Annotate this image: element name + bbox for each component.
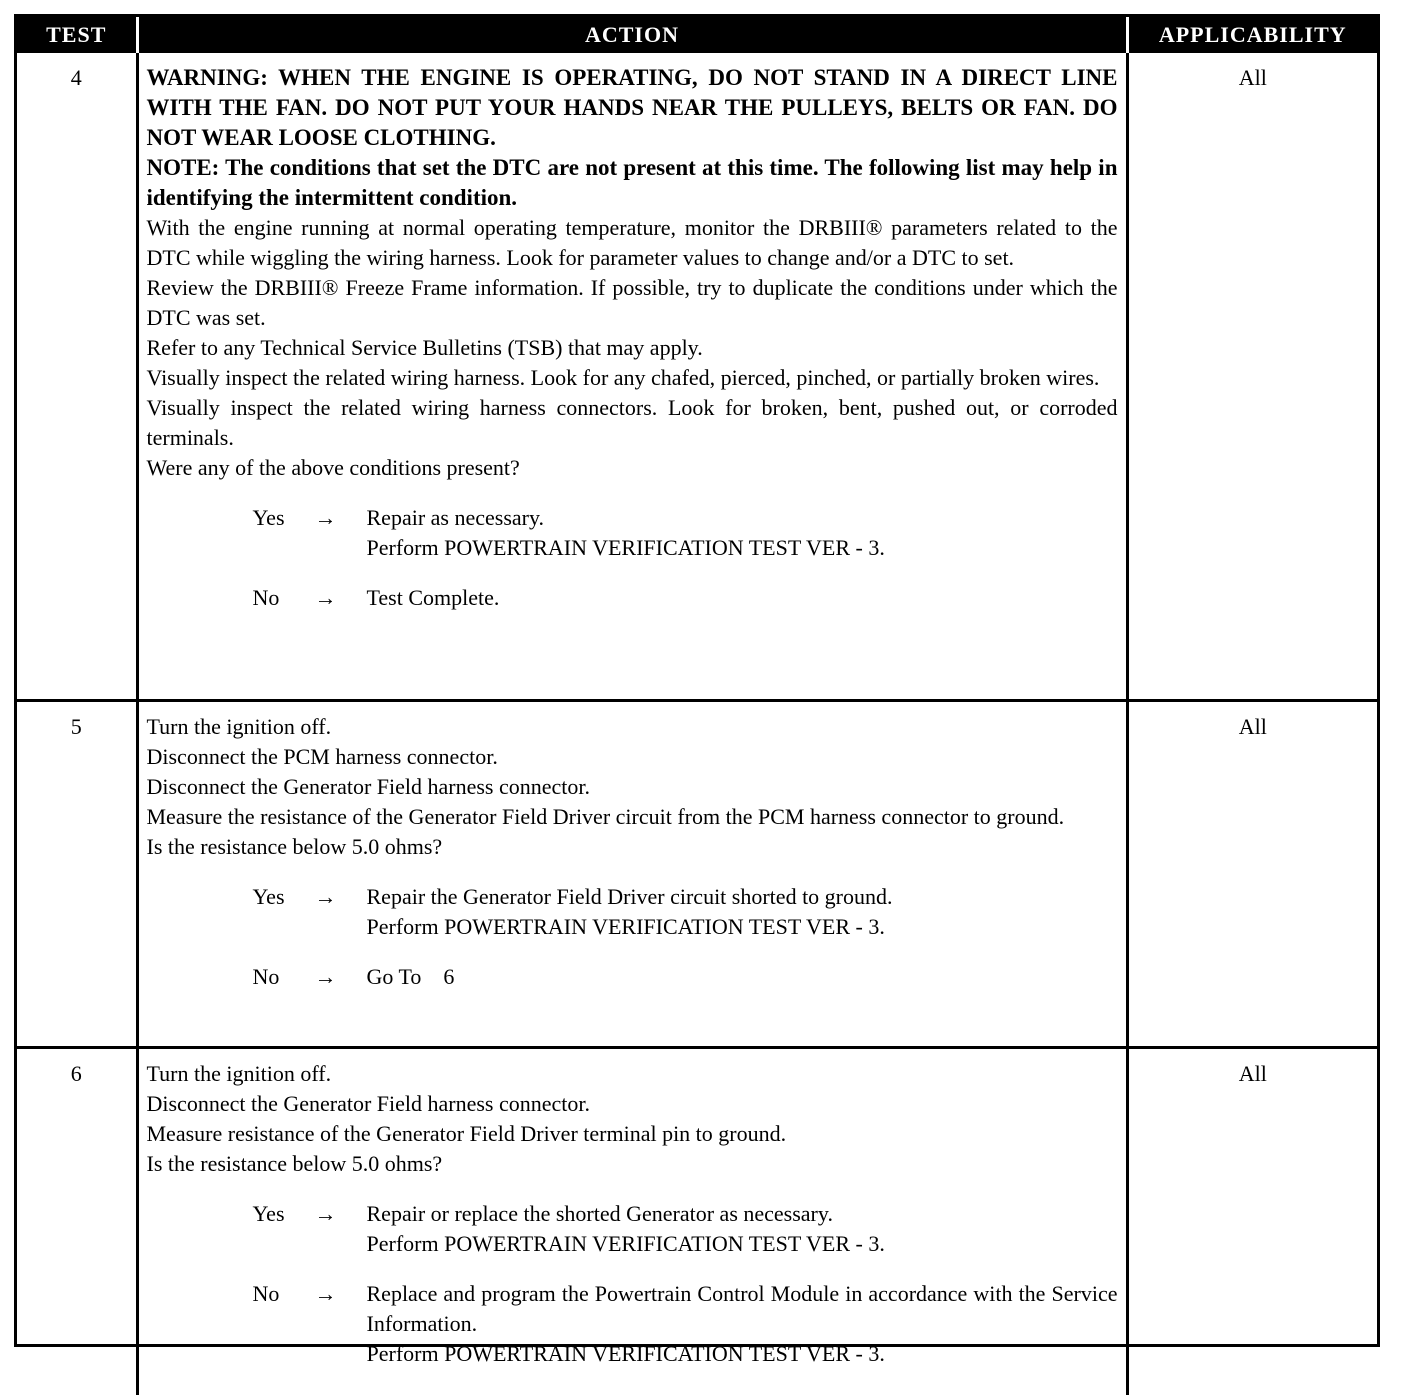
action-line: With the engine running at normal operating temperature, monitor the DRBIII® parameters related to the DTC while wiggling the wiring harness. Look for parameter values to change and/or a DTC to set. (147, 213, 1118, 273)
arrow-icon: → (315, 503, 367, 563)
outcome-no (253, 962, 1118, 992)
yes-label: Yes (253, 1199, 315, 1259)
applicability: All (1127, 53, 1377, 701)
action-line: Disconnect the Generator Field harness connector. (147, 772, 1118, 802)
outcomes (147, 1199, 1118, 1369)
header-action: ACTION (137, 17, 1127, 53)
action-line: Turn the ignition off. (147, 1059, 1118, 1089)
arrow-icon: → (315, 882, 367, 942)
yes-outcome-text (367, 1199, 1118, 1259)
action-cell (137, 53, 1127, 701)
yes-text: Repair or replace the shorted Generator as necessary. (367, 1199, 1118, 1229)
no-outcome-text (367, 962, 1118, 992)
no-outcome-text (367, 583, 1118, 613)
test-number: 4 (17, 53, 137, 701)
action-line: Measure resistance of the Generator Field Driver terminal pin to ground. (147, 1119, 1118, 1149)
action-line: Review the DRBIII® Freeze Frame information. If possible, try to duplicate the conditions under which the DTC was set. (147, 273, 1118, 333)
yes-text: Repair the Generator Field Driver circuit shorted to ground. (367, 882, 1118, 912)
yes-outcome-text (367, 503, 1118, 563)
action-line: Turn the ignition off. (147, 712, 1118, 742)
yes-text-verify: Perform POWERTRAIN VERIFICATION TEST VER - 3. (367, 1229, 1118, 1259)
action-line: Visually inspect the related wiring harness connectors. Look for broken, bent, pushed out, or corroded terminals. (147, 393, 1118, 453)
diagnostic-test-table (14, 14, 1380, 1347)
action-cell (137, 701, 1127, 1048)
table-row (17, 1048, 1377, 1395)
no-outcome-text (367, 1279, 1118, 1369)
no-label: No (253, 962, 315, 992)
no-label: No (253, 1279, 315, 1369)
table-row (17, 53, 1377, 701)
action-line: Visually inspect the related wiring harness. Look for any chafed, pierced, pinched, or partially broken wires. (147, 363, 1118, 393)
header-row (17, 17, 1377, 53)
table-row (17, 701, 1377, 1048)
header-test: TEST (17, 17, 137, 53)
action-line: Refer to any Technical Service Bulletins (TSB) that may apply. (147, 333, 1118, 363)
outcome-yes (253, 503, 1118, 563)
note-text: NOTE: The conditions that set the DTC are not present at this time. The following list may help in identifying the intermittent condition. (147, 153, 1118, 213)
action-question: Is the resistance below 5.0 ohms? (147, 832, 1118, 862)
test-number: 6 (17, 1048, 137, 1395)
outcome-yes (253, 882, 1118, 942)
header-applicability: APPLICABILITY (1127, 17, 1377, 53)
applicability: All (1127, 1048, 1377, 1395)
arrow-icon: → (315, 1279, 367, 1369)
no-text: Go To 6 (367, 962, 1118, 992)
outcome-no (253, 583, 1118, 613)
arrow-icon: → (315, 962, 367, 992)
action-cell (137, 1048, 1127, 1395)
action-line: Disconnect the PCM harness connector. (147, 742, 1118, 772)
yes-label: Yes (253, 503, 315, 563)
no-label: No (253, 583, 315, 613)
outcome-yes (253, 1199, 1118, 1259)
arrow-icon: → (315, 1199, 367, 1259)
outcome-no (253, 1279, 1118, 1369)
test-number: 5 (17, 701, 137, 1048)
yes-text-verify: Perform POWERTRAIN VERIFICATION TEST VER - 3. (367, 912, 1118, 942)
outcomes (147, 882, 1118, 992)
yes-text-verify: Perform POWERTRAIN VERIFICATION TEST VER - 3. (367, 533, 1118, 563)
arrow-icon: → (315, 583, 367, 613)
action-question: Is the resistance below 5.0 ohms? (147, 1149, 1118, 1179)
yes-text: Repair as necessary. (367, 503, 1118, 533)
yes-outcome-text (367, 882, 1118, 942)
action-line: Measure the resistance of the Generator Field Driver circuit from the PCM harness connector to ground. (147, 802, 1118, 832)
yes-label: Yes (253, 882, 315, 942)
outcomes (147, 503, 1118, 613)
no-text-verify: Perform POWERTRAIN VERIFICATION TEST VER - 3. (367, 1339, 1118, 1369)
test-table (17, 17, 1377, 1395)
action-line: Disconnect the Generator Field harness connector. (147, 1089, 1118, 1119)
action-question: Were any of the above conditions present? (147, 453, 1118, 483)
warning-text: WARNING: WHEN THE ENGINE IS OPERATING, DO NOT STAND IN A DIRECT LINE WITH THE FAN. DO NOT PUT YOUR HANDS NEAR THE PULLEYS, BELTS OR FAN. DO NOT WEAR LOOSE CLOTHING. (147, 63, 1118, 153)
no-text: Replace and program the Powertrain Control Module in accordance with the Service Information. (367, 1279, 1118, 1339)
applicability: All (1127, 701, 1377, 1048)
no-text: Test Complete. (367, 583, 1118, 613)
